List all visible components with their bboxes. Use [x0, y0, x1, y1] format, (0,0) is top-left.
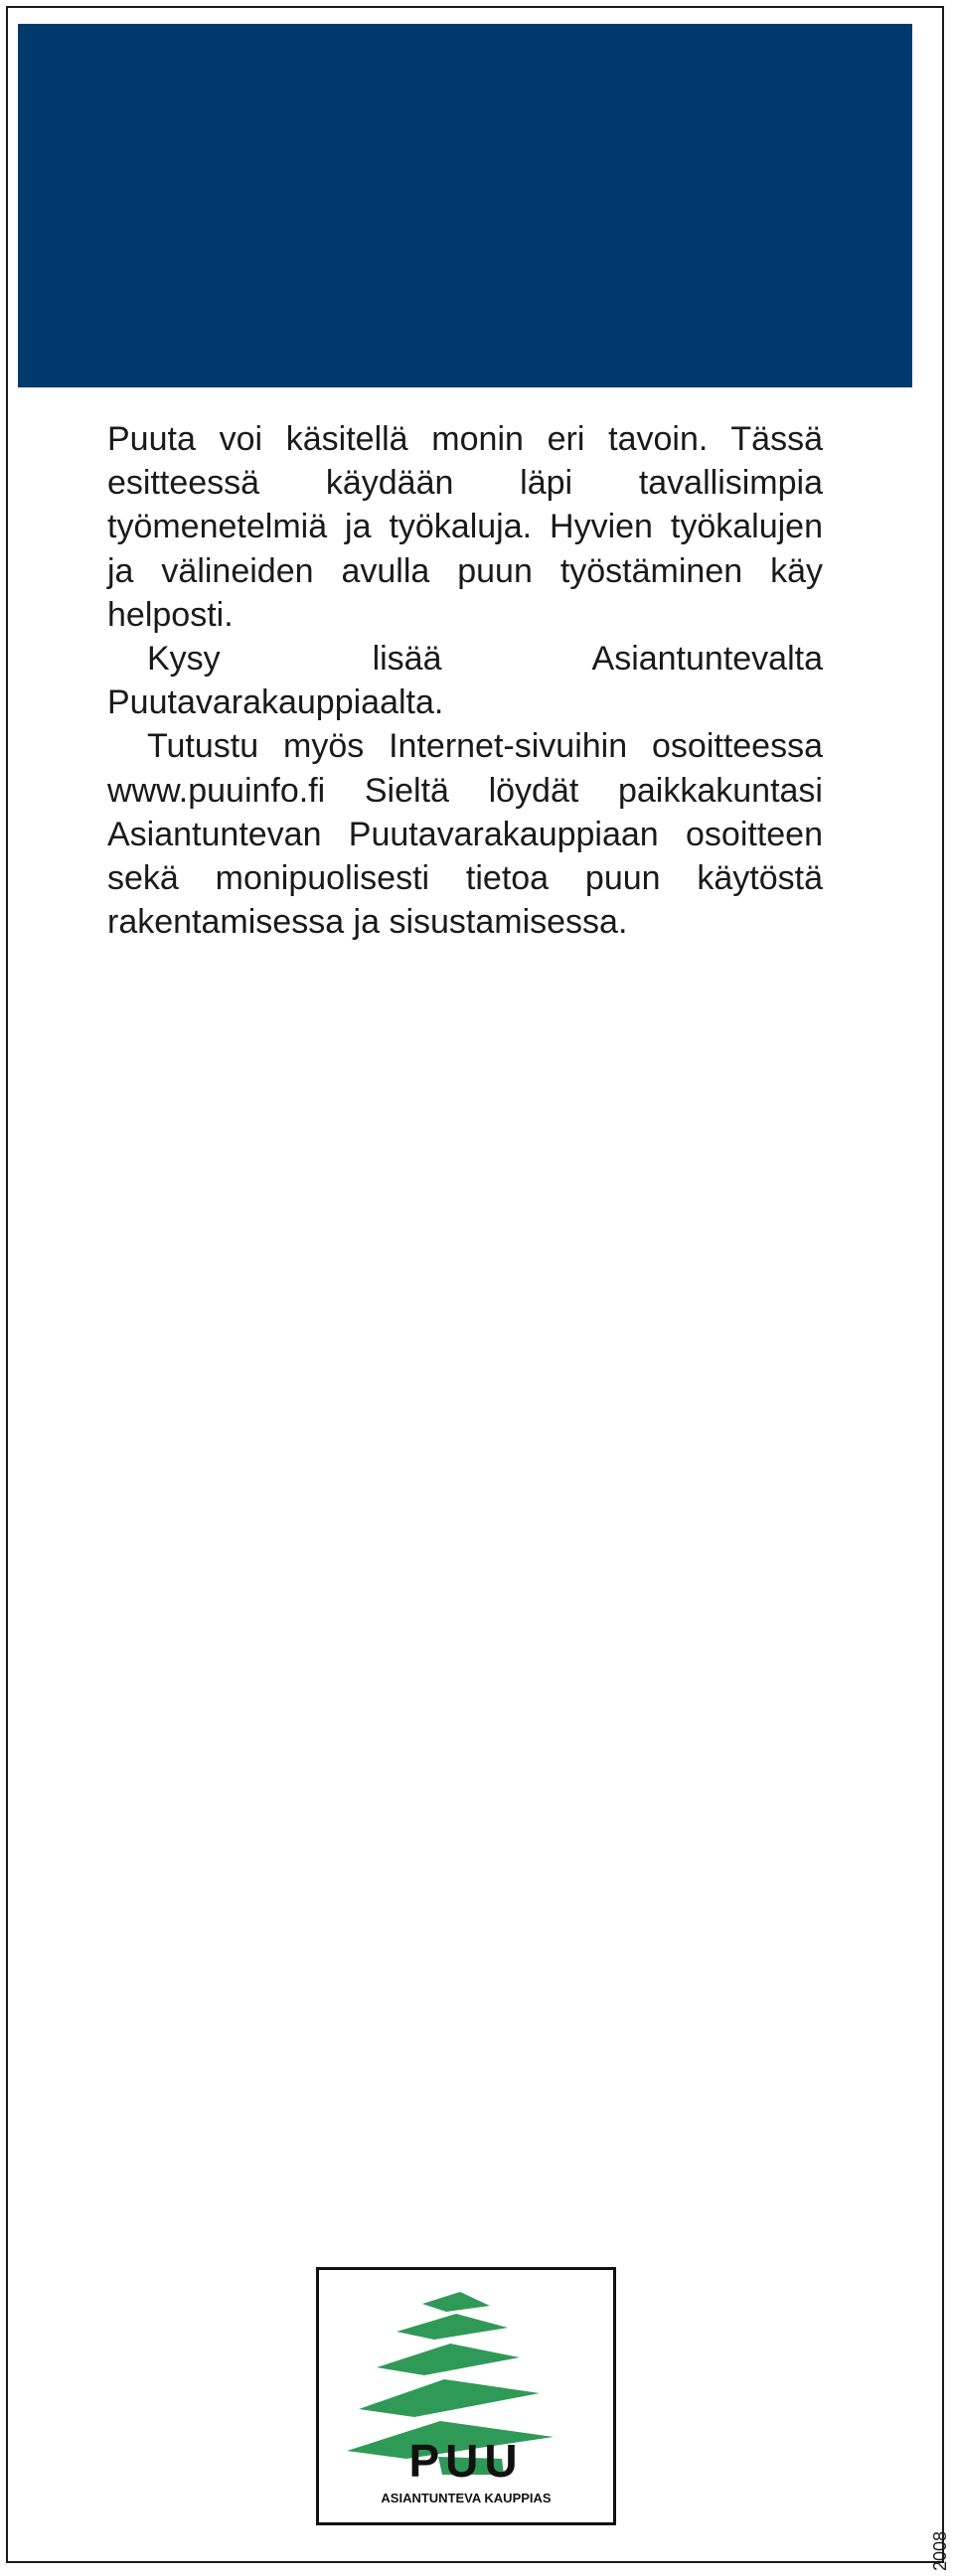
paragraph-intro: Puuta voi käsitellä monin eri tavoin. Tässä esitteessä käydään läpi tavallisimpia työmenetelmiä ja työkaluja. Hyvien työkalujen ja välineiden avulla puun työstäminen käy helposti. [107, 420, 823, 634]
year-label: 2008 [930, 2530, 950, 2571]
tree-icon [319, 2270, 613, 2522]
header-color-band [18, 24, 912, 387]
logo-wordmark: PUU [408, 2435, 524, 2487]
page-frame [6, 6, 944, 2563]
puu-logo [316, 2267, 616, 2525]
paragraph-ask-more: Kysy lisää Asiantuntevalta Puutavarakauppiaalta. [107, 640, 823, 722]
paragraph-website: Tutustu myös Internet-sivuihin osoitteessa www.puuinfo.fi Sieltä löydät paikkakuntasi Asiantuntevan Puutavarakauppiaan osoitteen sekä monipuolisesti tietoa puun käytöstä rakentamisessa ja sisustamisessa. [107, 727, 823, 942]
body-text [107, 417, 823, 944]
logo-tagline: ASIANTUNTEVA KAUPPIAS [381, 2491, 552, 2505]
